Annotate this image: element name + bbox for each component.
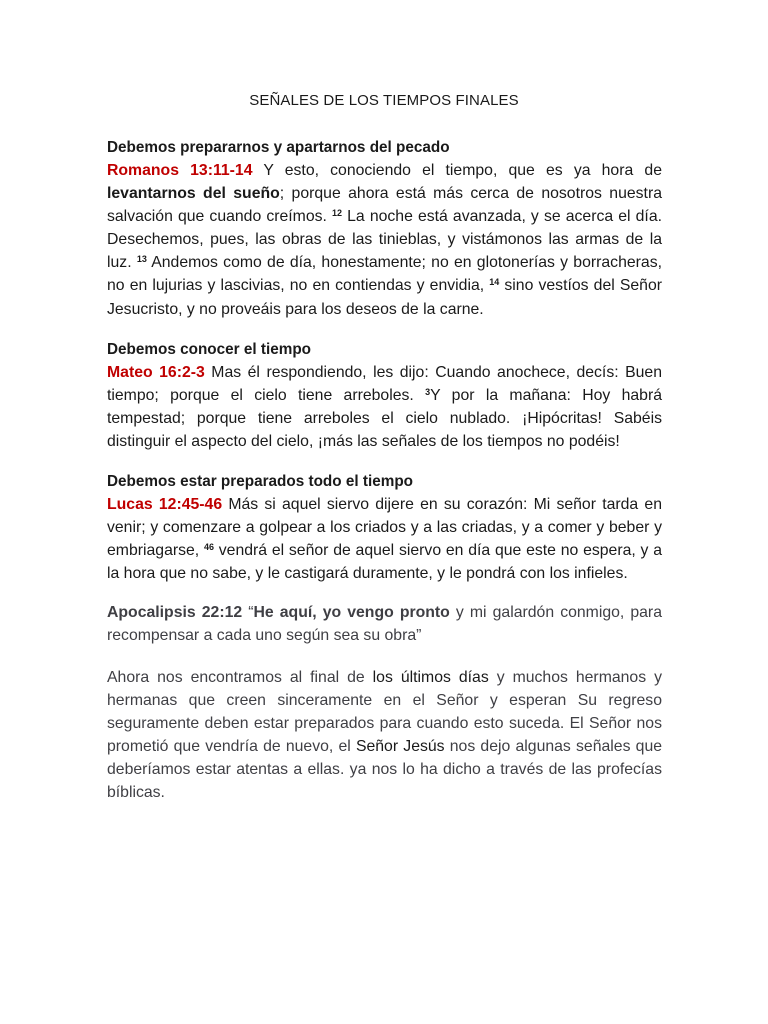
document-title: SEÑALES DE LOS TIEMPOS FINALES bbox=[249, 92, 519, 109]
section-body bbox=[107, 601, 662, 647]
emphasis-text: los últimos días bbox=[372, 669, 489, 686]
body-text: Más si aquel siervo dijere en su corazón: Mi señor tarda en venir; y comenzare a golpear a los criados y a las criadas, y a comer y beber y embriagarse, bbox=[107, 496, 662, 560]
body-text: Ahora nos encontramos al final de bbox=[107, 669, 373, 686]
body-text: Andemos como de día, honestamente; no en glotonerías y borracheras, no en lujurias y lascivias, no en contiendas y envidia, bbox=[107, 254, 662, 295]
section-conclusion bbox=[107, 666, 662, 805]
body-text: La noche está avanzada, y se acerca el día. Desechemos, pues, las obras de las tinieblas, y vistámonos las armas de la luz. bbox=[107, 208, 662, 272]
body-text: y muchos hermanos y hermanas que creen sinceramente en el Señor y esperan Su regreso seguramente deben estar preparados para cuando esto suceda. El Señor nos prometió que vendría de nuevo, el bbox=[107, 669, 662, 756]
body-text: Y esto, conociendo el tiempo, que es ya hora de bbox=[252, 162, 662, 179]
bold-text: He aquí, yo vengo pronto bbox=[253, 604, 450, 621]
section-apocalipsis bbox=[107, 601, 662, 647]
section-romanos bbox=[107, 136, 662, 321]
bible-reference: Apocalipsis 22:12 bbox=[107, 604, 243, 621]
body-text: ; porque ahora está más cerca de nosotros nuestra salvación que cuando creímos. bbox=[107, 185, 662, 226]
verse-number: 46 bbox=[203, 542, 214, 553]
body-text: nos dejo algunas señales que deberíamos estar atentas a ellas. ya nos lo ha dicho a través de las profecías bíblicas. bbox=[107, 738, 663, 802]
section-body bbox=[107, 159, 662, 321]
section-mateo bbox=[107, 338, 662, 453]
verse-number: 12 bbox=[332, 208, 343, 219]
section-lucas bbox=[107, 470, 662, 585]
verse-number: 14 bbox=[489, 277, 500, 288]
body-text: “ bbox=[242, 604, 254, 621]
body-text: sino vestíos del Señor Jesucristo, y no proveáis para los deseos de la carne. bbox=[107, 277, 663, 318]
section-heading: Debemos prepararnos y apartarnos del pecado bbox=[107, 139, 450, 156]
section-heading: Debemos conocer el tiempo bbox=[107, 341, 312, 358]
section-body bbox=[107, 361, 662, 453]
body-text: vendrá el señor de aquel siervo en día que este no espera, y a la hora que no sabe, y le castigará duramente, y le pondrá con los infieles. bbox=[107, 542, 662, 583]
bold-text: levantarnos del sueño bbox=[107, 185, 280, 203]
section-heading: Debemos estar preparados todo el tiempo bbox=[107, 473, 414, 490]
bible-reference: Lucas 12:45-46 bbox=[107, 496, 223, 513]
body-text: y mi galardón conmigo, para recompensar a cada uno según sea su obra” bbox=[107, 604, 662, 645]
body-text: Y por la mañana: Hoy habrá tempestad; porque tiene arreboles el cielo nublado. ¡Hipócritas! Sabéis distinguir el aspecto del cielo, ¡más las señales de los tiempos no podéis! bbox=[107, 387, 662, 451]
section-body bbox=[107, 666, 662, 805]
verse-number: 13 bbox=[136, 254, 147, 265]
emphasis-text: Señor Jesús bbox=[355, 738, 445, 756]
body-text: Mas él respondiendo, les dijo: Cuando anochece, decís: Buen tiempo; porque el cielo tiene arreboles. bbox=[107, 364, 662, 405]
bible-reference: Romanos 13:11-14 bbox=[107, 162, 253, 179]
bible-reference: Mateo 16:2-3 bbox=[107, 364, 205, 381]
verse-number: 3 bbox=[425, 387, 431, 398]
section-body bbox=[107, 493, 662, 585]
